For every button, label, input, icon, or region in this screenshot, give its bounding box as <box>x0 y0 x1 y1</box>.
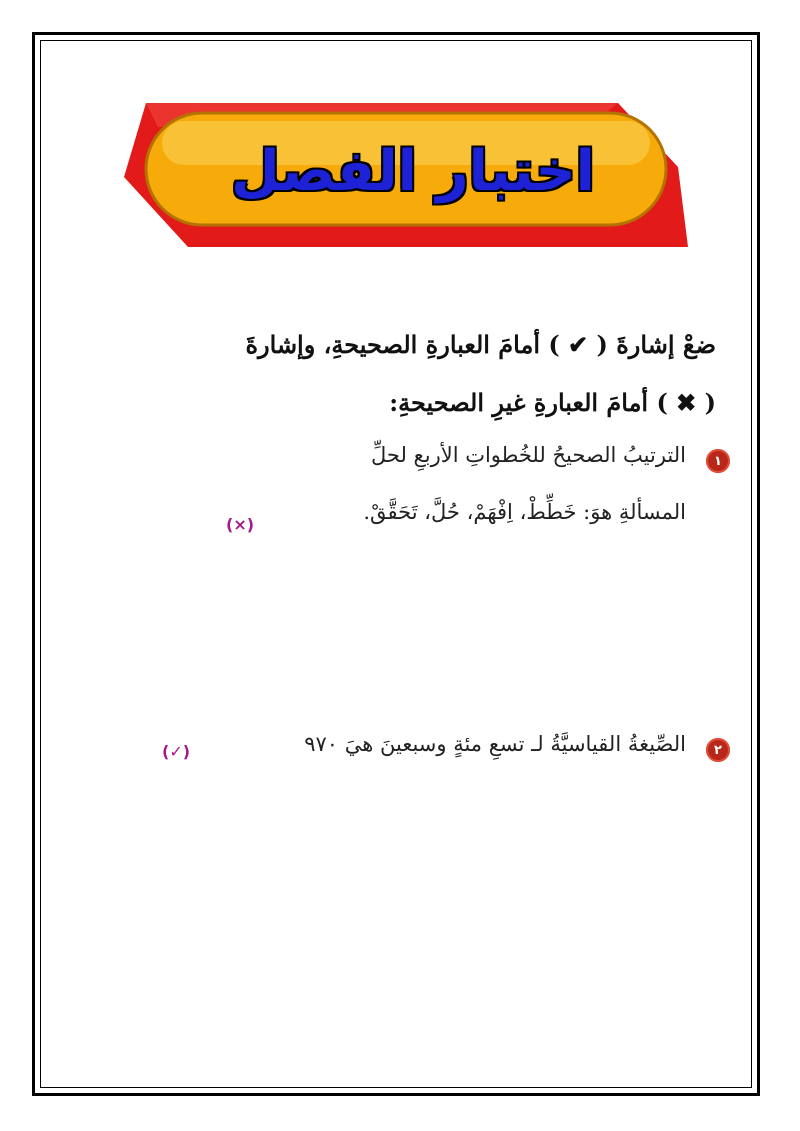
question-2-line-1: الصِّيغةُ القياسيَّةُ لـ تسعِ مئةٍ وسبعينَ هيَ ٩٧٠ <box>304 732 686 756</box>
instruction-line-1: ضعْ إشارةَ ( ✔ ) أمامَ العبارةِ الصحيحةِ، وإشارةَ <box>245 330 716 359</box>
question-number-badge: ٢ <box>706 738 730 762</box>
question-number-badge: ١ <box>706 449 730 473</box>
question-1-line-1: الترتيبُ الصحيحُ للخُطواتِ الأربعِ لحلِّ <box>371 443 686 467</box>
question-2-answer: (✓) <box>162 742 191 761</box>
question-1-answer: (×) <box>226 515 255 534</box>
question-1-line-2: المسألةِ هوَ: خَطِّطْ، اِفْهَمْ، حُلَّ، تَحَقَّقْ. <box>363 500 686 524</box>
page-title: اختبار الفصل <box>231 138 595 204</box>
instruction-line-2: ( ✖ ) أمامَ العبارةِ غيرِ الصحيحةِ: <box>389 388 716 417</box>
chapter-test-banner <box>118 97 688 249</box>
